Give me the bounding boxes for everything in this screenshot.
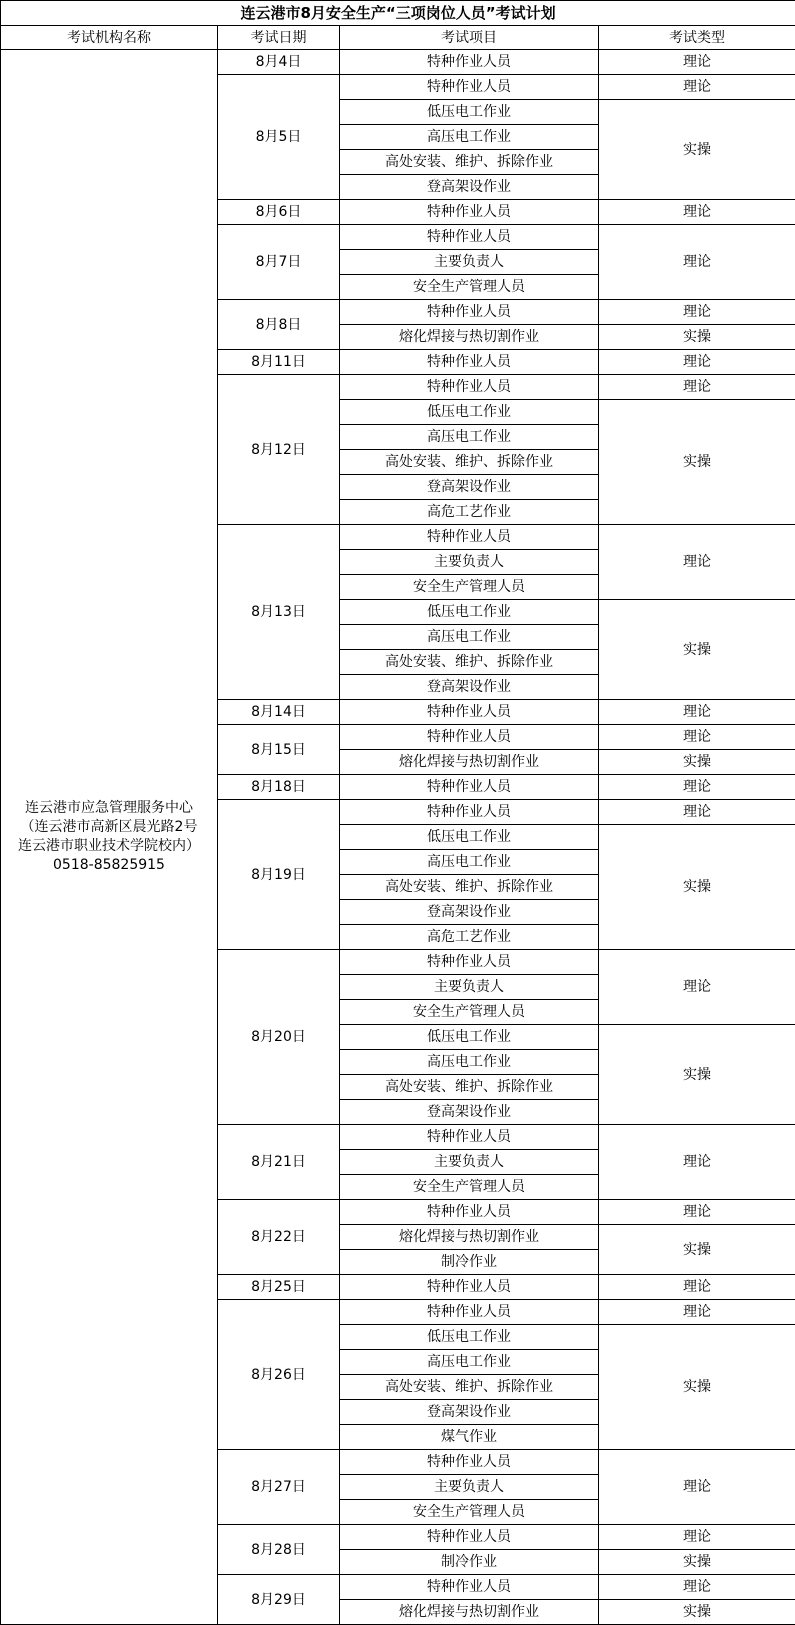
exam-type-cell: 实操 xyxy=(599,750,795,775)
table-title: 连云港市8月安全生产“三项岗位人员”考试计划 xyxy=(1,1,795,26)
header-row xyxy=(1,26,795,50)
exam-type-cell: 实操 xyxy=(599,1600,795,1625)
exam-date-cell: 8月21日 xyxy=(218,1125,340,1200)
exam-item-cell: 安全生产管理人员 xyxy=(340,1000,599,1025)
exam-item-cell: 特种作业人员 xyxy=(340,950,599,975)
exam-item-cell: 高压电工作业 xyxy=(340,1350,599,1375)
exam-type-cell: 理论 xyxy=(599,525,795,600)
exam-item-cell: 安全生产管理人员 xyxy=(340,1175,599,1200)
title-row xyxy=(1,1,795,26)
exam-item-cell: 制冷作业 xyxy=(340,1550,599,1575)
org-name: 连云港市应急管理服务中心 xyxy=(1,799,217,818)
exam-date-cell: 8月26日 xyxy=(218,1300,340,1450)
exam-date-cell: 8月8日 xyxy=(218,300,340,350)
exam-item-cell: 登高架设作业 xyxy=(340,1100,599,1125)
exam-item-cell: 高处安装、维护、拆除作业 xyxy=(340,450,599,475)
exam-item-cell: 登高架设作业 xyxy=(340,475,599,500)
exam-item-cell: 登高架设作业 xyxy=(340,175,599,200)
exam-date-cell: 8月29日 xyxy=(218,1575,340,1625)
org-phone: 0518-85825915 xyxy=(1,856,217,875)
exam-date-cell: 8月13日 xyxy=(218,525,340,700)
exam-item-cell: 特种作业人员 xyxy=(340,725,599,750)
exam-date-cell: 8月4日 xyxy=(218,50,340,75)
org-address-line2: 连云港市职业技术学院校内） xyxy=(1,837,217,856)
exam-item-cell: 特种作业人员 xyxy=(340,1200,599,1225)
exam-date-cell: 8月20日 xyxy=(218,950,340,1125)
exam-item-cell: 特种作业人员 xyxy=(340,1450,599,1475)
exam-item-cell: 特种作业人员 xyxy=(340,50,599,75)
exam-type-cell: 理论 xyxy=(599,200,795,225)
exam-type-cell: 理论 xyxy=(599,350,795,375)
exam-item-cell: 特种作业人员 xyxy=(340,800,599,825)
header-org: 考试机构名称 xyxy=(1,26,218,50)
exam-date-cell: 8月12日 xyxy=(218,375,340,525)
exam-item-cell: 高处安装、维护、拆除作业 xyxy=(340,1375,599,1400)
exam-item-cell: 高处安装、维护、拆除作业 xyxy=(340,650,599,675)
exam-date-cell: 8月18日 xyxy=(218,775,340,800)
exam-item-cell: 主要负责人 xyxy=(340,550,599,575)
exam-type-cell: 实操 xyxy=(599,1325,795,1450)
exam-item-cell: 特种作业人员 xyxy=(340,375,599,400)
exam-type-cell: 理论 xyxy=(599,1200,795,1225)
exam-type-cell: 理论 xyxy=(599,375,795,400)
exam-type-cell: 理论 xyxy=(599,1300,795,1325)
exam-date-cell: 8月15日 xyxy=(218,725,340,775)
exam-type-cell: 理论 xyxy=(599,950,795,1025)
exam-item-cell: 高危工艺作业 xyxy=(340,500,599,525)
exam-item-cell: 特种作业人员 xyxy=(340,700,599,725)
exam-type-cell: 实操 xyxy=(599,400,795,525)
exam-item-cell: 登高架设作业 xyxy=(340,1400,599,1425)
exam-date-cell: 8月7日 xyxy=(218,225,340,300)
exam-item-cell: 低压电工作业 xyxy=(340,600,599,625)
exam-type-cell: 理论 xyxy=(599,75,795,100)
exam-date-cell: 8月6日 xyxy=(218,200,340,225)
exam-item-cell: 特种作业人员 xyxy=(340,1575,599,1600)
exam-date-cell: 8月14日 xyxy=(218,700,340,725)
exam-type-cell: 理论 xyxy=(599,300,795,325)
exam-type-cell: 理论 xyxy=(599,50,795,75)
exam-date-cell: 8月25日 xyxy=(218,1275,340,1300)
exam-date-cell: 8月11日 xyxy=(218,350,340,375)
exam-item-cell: 特种作业人员 xyxy=(340,75,599,100)
exam-type-cell: 实操 xyxy=(599,100,795,200)
exam-item-cell: 高压电工作业 xyxy=(340,625,599,650)
exam-type-cell: 理论 xyxy=(599,1450,795,1525)
exam-type-cell: 实操 xyxy=(599,1225,795,1275)
exam-type-cell: 理论 xyxy=(599,1275,795,1300)
exam-item-cell: 低压电工作业 xyxy=(340,825,599,850)
org-address-line1: （连云港市高新区晨光路2号 xyxy=(1,818,217,837)
header-type: 考试类型 xyxy=(599,26,795,50)
table-row xyxy=(1,50,795,75)
exam-item-cell: 特种作业人员 xyxy=(340,525,599,550)
exam-item-cell: 熔化焊接与热切割作业 xyxy=(340,1225,599,1250)
exam-type-cell: 理论 xyxy=(599,700,795,725)
exam-item-cell: 特种作业人员 xyxy=(340,200,599,225)
exam-item-cell: 煤气作业 xyxy=(340,1425,599,1450)
exam-type-cell: 实操 xyxy=(599,325,795,350)
exam-item-cell: 主要负责人 xyxy=(340,1150,599,1175)
exam-item-cell: 主要负责人 xyxy=(340,975,599,1000)
exam-type-cell: 理论 xyxy=(599,775,795,800)
exam-type-cell: 理论 xyxy=(599,800,795,825)
exam-item-cell: 特种作业人员 xyxy=(340,225,599,250)
exam-item-cell: 高危工艺作业 xyxy=(340,925,599,950)
exam-item-cell: 特种作业人员 xyxy=(340,1525,599,1550)
exam-date-cell: 8月28日 xyxy=(218,1525,340,1575)
exam-item-cell: 安全生产管理人员 xyxy=(340,575,599,600)
exam-date-cell: 8月22日 xyxy=(218,1200,340,1275)
exam-item-cell: 特种作业人员 xyxy=(340,1300,599,1325)
exam-item-cell: 特种作业人员 xyxy=(340,300,599,325)
exam-type-cell: 理论 xyxy=(599,225,795,300)
exam-item-cell: 低压电工作业 xyxy=(340,400,599,425)
exam-item-cell: 熔化焊接与热切割作业 xyxy=(340,750,599,775)
exam-type-cell: 实操 xyxy=(599,1550,795,1575)
exam-item-cell: 低压电工作业 xyxy=(340,1325,599,1350)
exam-item-cell: 高处安装、维护、拆除作业 xyxy=(340,1075,599,1100)
exam-type-cell: 实操 xyxy=(599,1025,795,1125)
organization-cell xyxy=(1,50,218,1625)
exam-item-cell: 高处安装、维护、拆除作业 xyxy=(340,150,599,175)
exam-item-cell: 低压电工作业 xyxy=(340,1025,599,1050)
exam-item-cell: 特种作业人员 xyxy=(340,350,599,375)
exam-item-cell: 高处安装、维护、拆除作业 xyxy=(340,875,599,900)
exam-type-cell: 理论 xyxy=(599,1125,795,1200)
exam-type-cell: 理论 xyxy=(599,725,795,750)
exam-item-cell: 安全生产管理人员 xyxy=(340,275,599,300)
exam-item-cell: 安全生产管理人员 xyxy=(340,1500,599,1525)
exam-item-cell: 熔化焊接与热切割作业 xyxy=(340,1600,599,1625)
exam-item-cell: 高压电工作业 xyxy=(340,1050,599,1075)
header-date: 考试日期 xyxy=(218,26,340,50)
exam-type-cell: 实操 xyxy=(599,825,795,950)
exam-item-cell: 特种作业人员 xyxy=(340,1275,599,1300)
header-item: 考试项目 xyxy=(340,26,599,50)
exam-item-cell: 高压电工作业 xyxy=(340,850,599,875)
exam-item-cell: 高压电工作业 xyxy=(340,425,599,450)
exam-type-cell: 理论 xyxy=(599,1575,795,1600)
exam-type-cell: 理论 xyxy=(599,1525,795,1550)
exam-item-cell: 制冷作业 xyxy=(340,1250,599,1275)
exam-item-cell: 登高架设作业 xyxy=(340,900,599,925)
exam-type-cell: 实操 xyxy=(599,600,795,700)
exam-date-cell: 8月19日 xyxy=(218,800,340,950)
exam-date-cell: 8月27日 xyxy=(218,1450,340,1525)
exam-item-cell: 主要负责人 xyxy=(340,250,599,275)
exam-item-cell: 高压电工作业 xyxy=(340,125,599,150)
exam-item-cell: 特种作业人员 xyxy=(340,775,599,800)
exam-item-cell: 特种作业人员 xyxy=(340,1125,599,1150)
exam-item-cell: 登高架设作业 xyxy=(340,675,599,700)
exam-item-cell: 低压电工作业 xyxy=(340,100,599,125)
exam-item-cell: 主要负责人 xyxy=(340,1475,599,1500)
exam-item-cell: 熔化焊接与热切割作业 xyxy=(340,325,599,350)
exam-date-cell: 8月5日 xyxy=(218,75,340,200)
schedule-body xyxy=(1,50,795,1625)
